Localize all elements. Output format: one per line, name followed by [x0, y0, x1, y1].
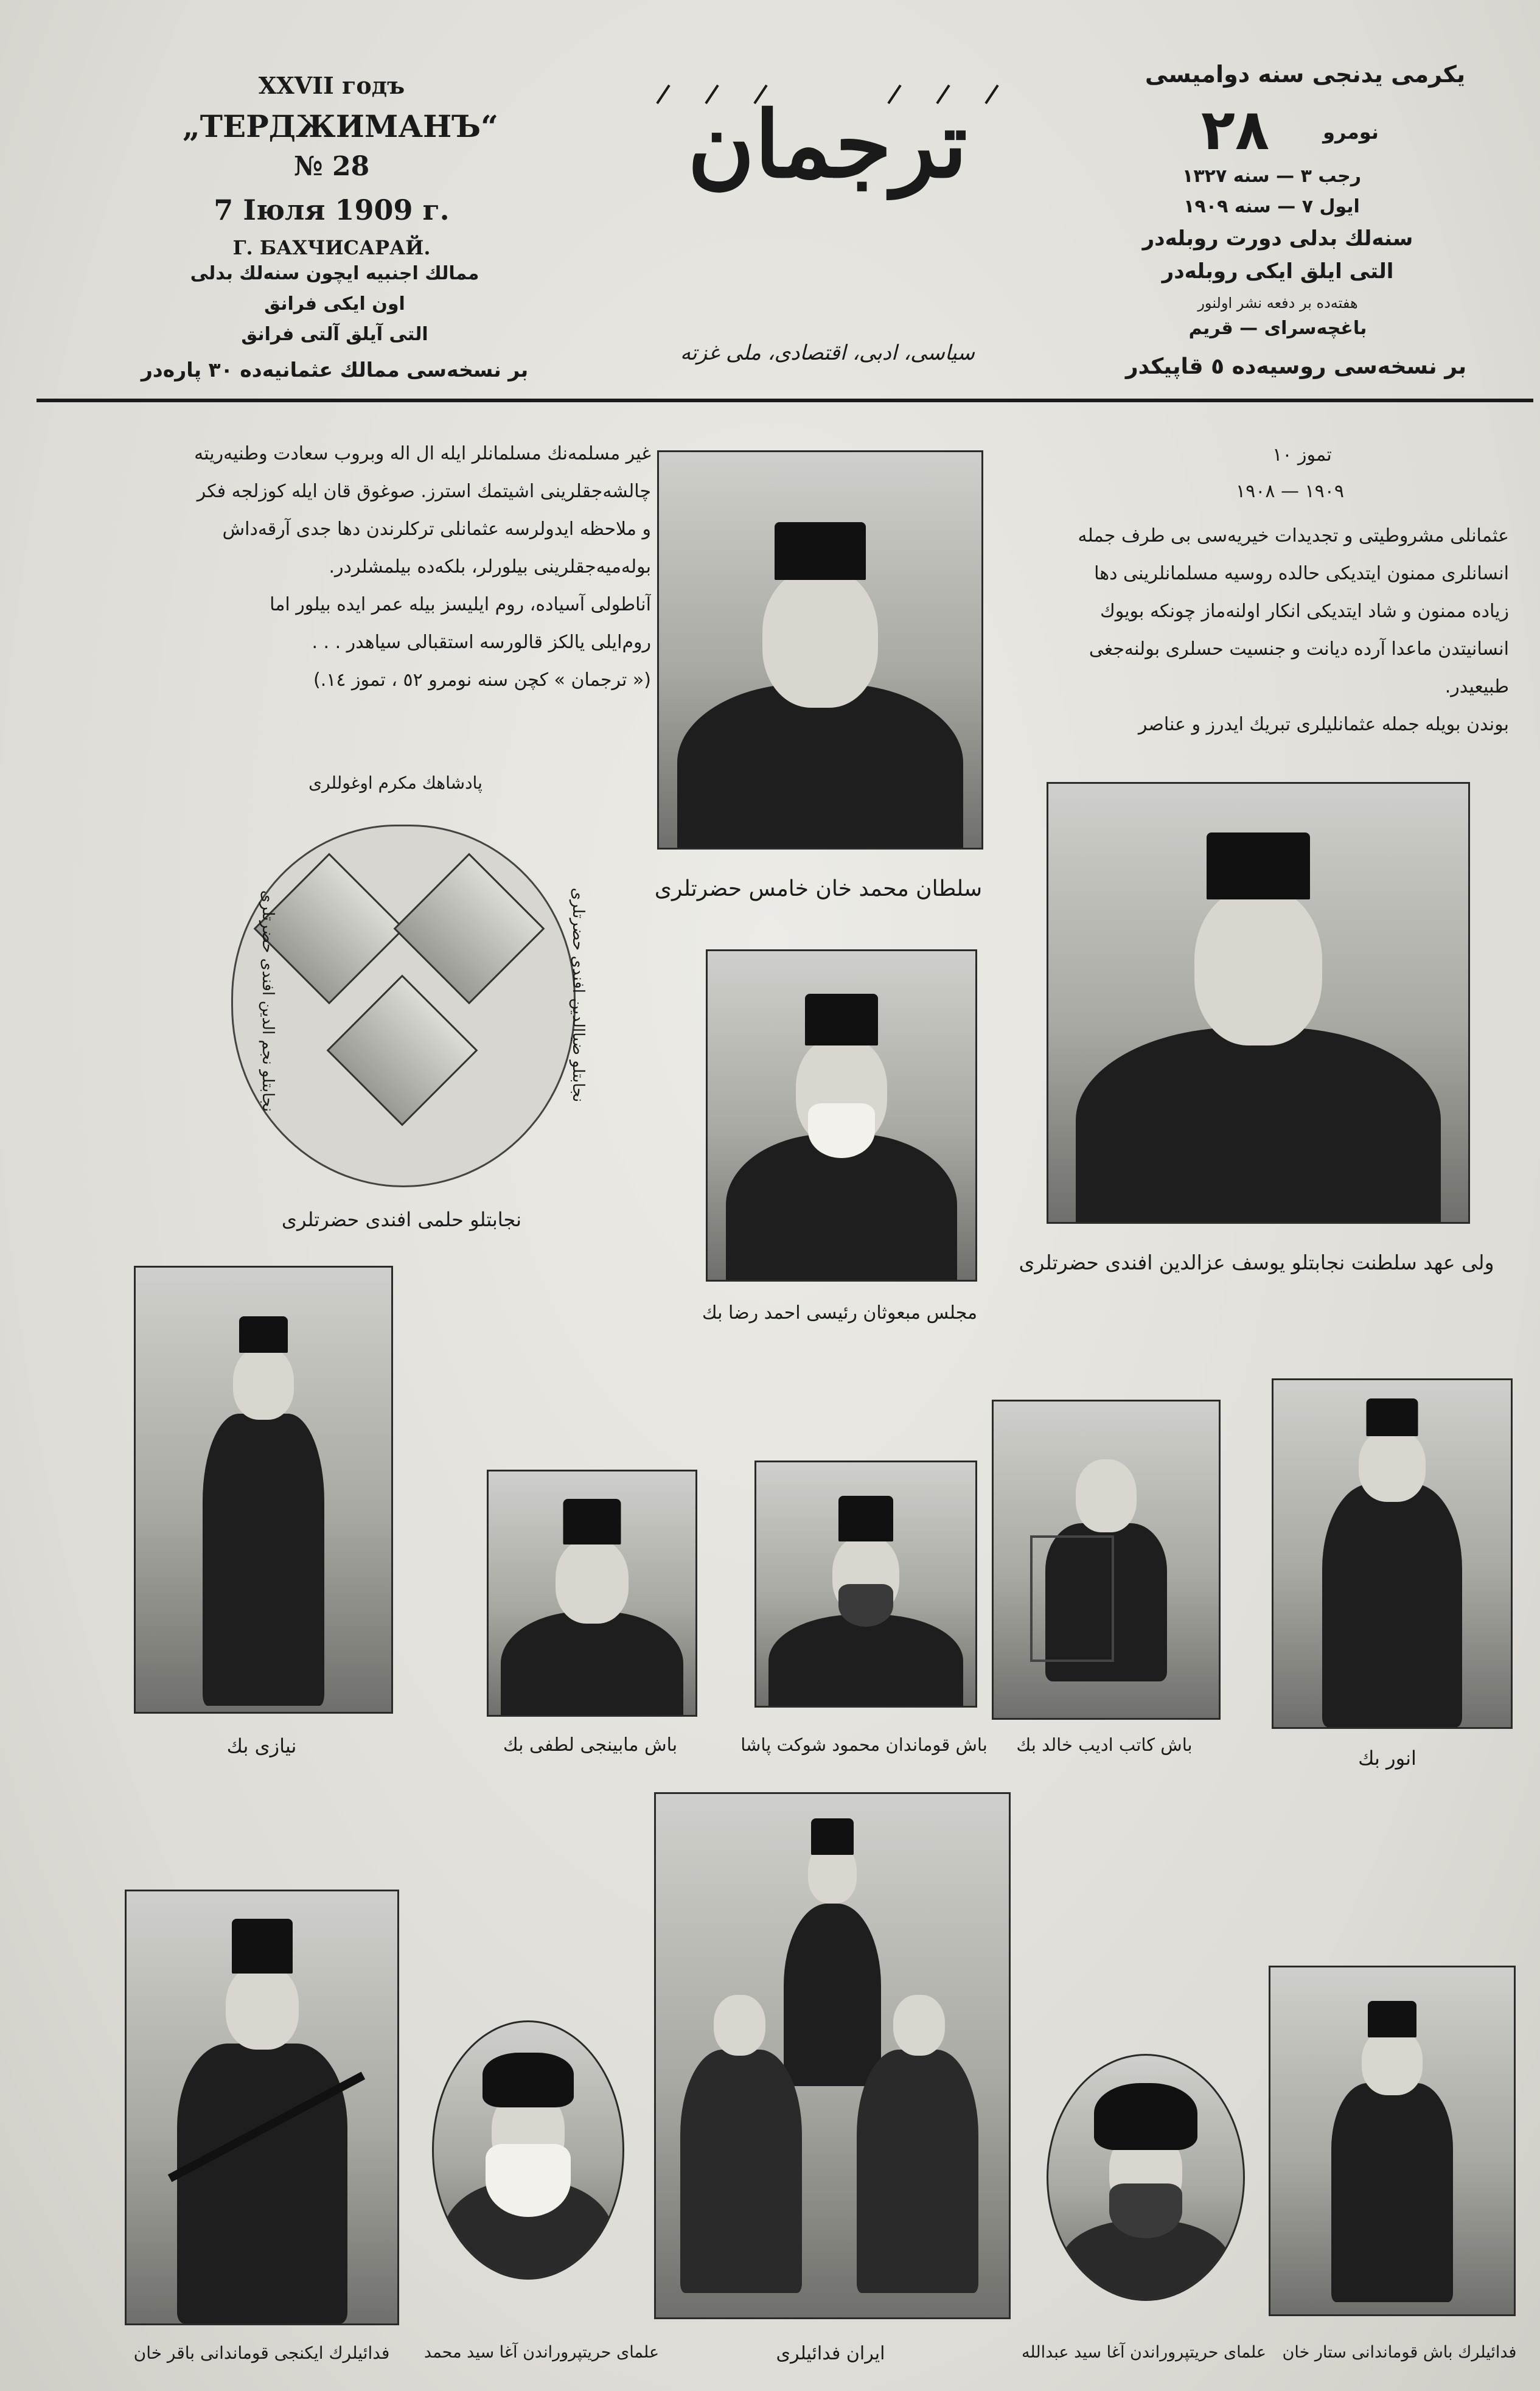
article-left-line: غير مسلمه‌نك مسلمانلر ايله ال اله وبروب سعادت وطنيه‌ريته [194, 443, 651, 464]
masthead-year-ar: يكرمى يدنجى سنه دوامیسى [1145, 61, 1466, 88]
caption-bagir: فدائيلرك ايكنجى قوماندانى باقر خان [133, 2343, 390, 2363]
masthead-frequency: هفته‌ده بر دفعه نشر اولنور [1197, 295, 1358, 312]
article-left-line: (« ترجمان » كچن سنه نومرو ٥٢ ، تموز ١٤.) [313, 669, 651, 691]
caption-ahmed-riza: مجلس مبعوثان رئيسى احمد رضا بك [702, 1302, 978, 1324]
article-right-date-1: تموز ١٠ [1272, 444, 1332, 466]
portrait-shevket [754, 1461, 977, 1708]
masthead-issue-price: بر نسخه‌سى روسيه‌ده ٥ قاپيكدر [1125, 354, 1467, 379]
article-left-line: و ملاحظه ايدولرسه عثمانلى تركلرندن دها جدى آرقه‌داش [222, 518, 651, 540]
masthead-number-label: نومرو [1323, 120, 1379, 144]
article-right-line: بوندن بويله جمله عثمانليلرى تبريك ايدرز و عناصر [1138, 714, 1509, 735]
foreign-price-line-2: اون ايكى فرانق [264, 293, 405, 315]
masthead-number: № 28 [293, 151, 370, 182]
masthead-location: باغچه‌سراى — قريم [1188, 318, 1367, 339]
caption-lutfi: باش مابينجى لطفى بك [503, 1734, 678, 1756]
ottoman-issue-price: بر نسخه‌سى ممالك عثمانيه‌ده ٣٠ پاره‌در [141, 358, 529, 382]
caption-shevket: باش قوماندان محمود شوكت پاشا [740, 1734, 988, 1755]
article-left-line: آناطولى آسياده، روم ايليسز بيله عمر ايده بيلور اما [270, 594, 651, 615]
caption-crown-prince: ولى عهد سلطنت نجابتلو يوسف عزالدين افندى حضرتلرى [1019, 1251, 1494, 1274]
masthead-title-ru: „ТЕРДЖИМАНЪ“ [183, 108, 498, 144]
article-right-line: انسانيتدن ماعدا آرده ديانت و جنسيت حسلرى بولنه‌جغى [1089, 638, 1509, 660]
title-ornament [633, 73, 1022, 116]
caption-seyyid-abdullah: علماى حريتپروراندن آغا سيد عبدالله [1021, 2343, 1267, 2362]
foreign-price-line-1: ممالك اجنبيه ايچون سنه‌لك بدلى [190, 263, 479, 284]
portrait-halid [992, 1400, 1221, 1720]
portrait-sattar [1269, 1966, 1516, 2316]
article-right-line: طبيعيدر. [1444, 676, 1509, 697]
masthead-rule [37, 399, 1533, 402]
portrait-crown-prince [1047, 782, 1470, 1224]
portrait-seyyid-abdullah [1047, 2054, 1245, 2301]
masthead-number-value: ٢٨ [1200, 97, 1270, 162]
caption-prince-left: نجابتلو نجم الدين افندى حضرتلرى [259, 890, 277, 1112]
portrait-seyyid-muhammed [432, 2020, 624, 2280]
masthead-city: Г. БАХЧИСАРАЙ. [232, 236, 431, 259]
portrait-lutfi [487, 1470, 697, 1717]
caption-enver: انور بك [1358, 1747, 1416, 1770]
article-left-body [152, 435, 651, 699]
article-right-line: عثمانلى مشروطيتى و تجديدات خيريه‌سى بى طرف جمله [1078, 525, 1509, 546]
caption-sultan: سلطان محمد خان خامس حضرتلرى [654, 876, 983, 901]
caption-niyazi: نيازى بك [226, 1734, 297, 1757]
foreign-price-line-3: التى آيلق آلتى فرانق [241, 324, 428, 345]
masthead-year: XXVII годъ [258, 72, 405, 99]
masthead-title-ar: ترجمان [688, 91, 967, 198]
masthead-subtitle-ar: سياسى، ادبى، اقتصادى، ملى غزته [680, 341, 975, 365]
article-left-line: چالشه‌جقلرينى اشيتمك استرز. صوغوق قان ايله كوزلجه فكر [197, 481, 651, 502]
portrait-sultan [657, 450, 983, 850]
caption-prince-bottom: نجابتلو حلمى افندى حضرتلرى [281, 1208, 522, 1231]
article-right-date-2: ١٩٠٩ — ١٩٠٨ [1236, 481, 1344, 502]
caption-seyyid-muhammed: علماى حريتپروراندن آغا سيد محمد [423, 2343, 660, 2362]
caption-sattar: فدائيلرك باش قوماندانى ستار خان [1282, 2343, 1517, 2362]
article-left-line: روم‌ايلى يالكز قالورسه استقبالى سياهدر . . . [312, 632, 651, 653]
masthead-hijri-date: رجب ٣ — سنه ١٣٢٧ [1182, 166, 1361, 187]
portrait-enver [1272, 1378, 1513, 1729]
portrait-bagir [125, 1890, 399, 2325]
portrait-niyazi [134, 1266, 393, 1714]
article-right-line: زياده ممنون و شاد ايتديكى انكار اولنه‌ماز چونكه بويوك [1099, 601, 1509, 622]
photo-iran-fedais [654, 1792, 1011, 2319]
masthead-date-ru: 7 Іюля 1909 г. [214, 194, 450, 226]
masthead-price-1: سنه‌لك بدلى دورت روبله‌در [1142, 226, 1413, 251]
caption-princes-heading: پادشاهك مكرم اوغوللرى [308, 773, 483, 793]
masthead-price-2: التى ايلق ايكى روبله‌در [1162, 259, 1394, 284]
princes-composite [231, 825, 576, 1187]
article-right-body [1028, 517, 1509, 744]
caption-prince-right: نجابتلو ضياالدين افندى حضرتلرى [569, 887, 587, 1103]
masthead-julian-date: ايول ٧ — سنه ١٩٠٩ [1183, 196, 1360, 217]
portrait-ahmed-riza [706, 949, 977, 1282]
caption-iran: ايران فدائيلرى [776, 2343, 885, 2364]
article-left-line: بوله‌ميه‌جقلرينى بيلورلر، بلكه‌ده بيلمشلردر. [329, 556, 651, 578]
article-right-line: انسانلرى ممنون ايتديكى حالده روسيه مسلمانلرينى دها [1094, 563, 1509, 584]
caption-halid: باش كاتب اديب خالد بك [1016, 1734, 1193, 1755]
